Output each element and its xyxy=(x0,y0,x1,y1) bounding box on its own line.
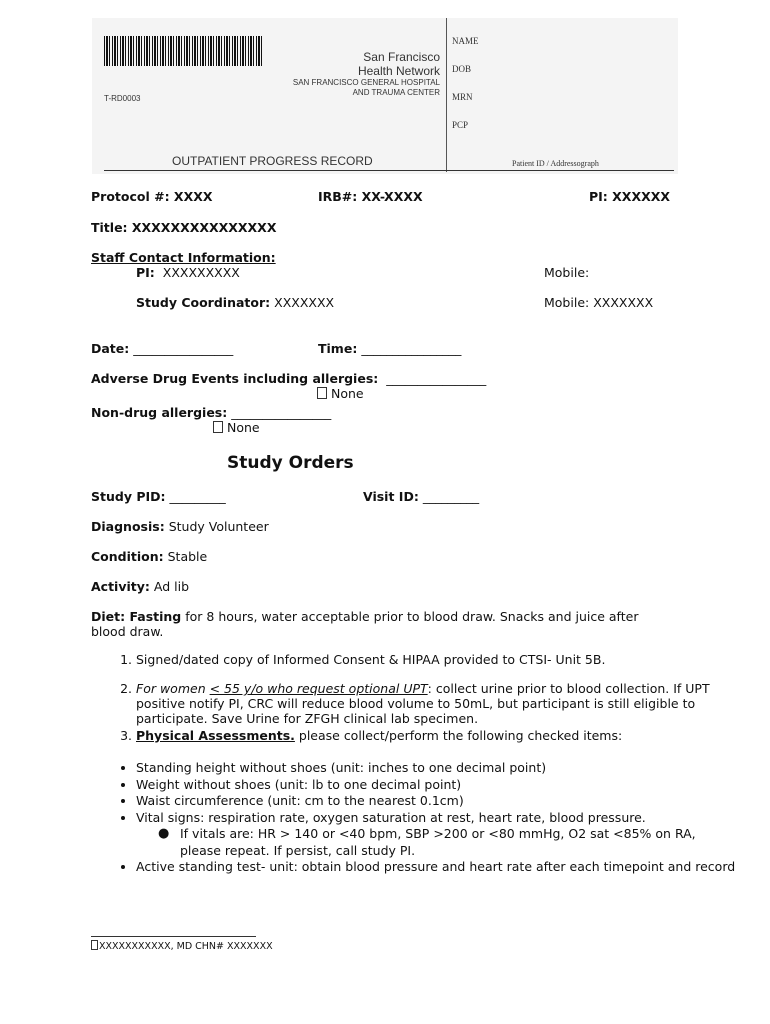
condition-value: Stable xyxy=(167,549,208,564)
patient-id-label: Patient ID / Addressograph xyxy=(512,159,599,168)
activity-row xyxy=(91,579,189,594)
date-row xyxy=(91,341,233,356)
order-item-consent xyxy=(136,652,736,667)
staff-pi-mobile: Mobile: xyxy=(544,265,590,280)
ade-none-option[interactable] xyxy=(317,386,364,401)
nda-none-label: None xyxy=(227,420,260,435)
signature-line xyxy=(91,940,273,952)
ade-row xyxy=(91,371,486,386)
visit-id-row xyxy=(363,489,479,504)
time-blank[interactable]: ________________ xyxy=(361,341,462,356)
nda-blank[interactable]: ________________ xyxy=(231,405,332,420)
physical-rest: please collect/perform the following checked items: xyxy=(294,728,623,743)
hospital-line2: AND TRAUMA CENTER xyxy=(352,88,440,97)
signature-text: XXXXXXXXXXX, MD CHN# XXXXXXX xyxy=(99,941,273,952)
mrn-field: MRN xyxy=(452,92,473,102)
record-title: OUTPATIENT PROGRESS RECORD xyxy=(172,154,373,168)
condition-row xyxy=(91,549,207,564)
diet-row xyxy=(91,609,661,639)
check-standing-test[interactable] xyxy=(136,859,736,876)
nda-none-option[interactable] xyxy=(213,420,260,435)
header-rule xyxy=(104,170,674,171)
network-line2: Health Network xyxy=(357,64,440,78)
irb-number: IRB#: XX-XXXX xyxy=(318,189,423,204)
order-item-consent-text: Signed/dated copy of Informed Consent & HIPAA provided to CTSI- Unit 5B. xyxy=(136,652,606,667)
barcode xyxy=(104,36,262,66)
diagnosis-row xyxy=(91,519,269,534)
record-header xyxy=(92,18,678,174)
diagnosis-value: Study Volunteer xyxy=(168,519,269,534)
visit-id-label: Visit ID: xyxy=(363,489,419,504)
order-item-physical xyxy=(136,728,736,743)
diagnosis-label: Diagnosis: xyxy=(91,519,165,534)
orders-list xyxy=(92,652,736,757)
study-title: Title: XXXXXXXXXXXXXXX xyxy=(91,220,277,235)
pcp-field: PCP xyxy=(452,120,469,130)
date-label: Date: xyxy=(91,341,130,356)
network-line1: San Francisco xyxy=(363,50,440,64)
staff-coord-mobile: Mobile: XXXXXXX xyxy=(544,295,654,310)
visit-id-blank[interactable]: _________ xyxy=(422,489,480,504)
upt-italic-a: For women xyxy=(136,681,210,696)
order-item-upt xyxy=(136,681,736,726)
staff-pi-row xyxy=(136,265,240,280)
orders-heading: Study Orders xyxy=(227,453,354,473)
protocol-number: Protocol #: XXXX xyxy=(91,189,213,204)
pid-row xyxy=(91,489,226,504)
nda-row xyxy=(91,405,331,420)
staff-heading: Staff Contact Information: xyxy=(91,250,276,265)
staff-coord-label: Study Coordinator: xyxy=(136,295,271,310)
pi-name: PI: XXXXXX xyxy=(589,189,670,204)
dob-field: DOB xyxy=(452,64,472,74)
check-vitals-text: Vital signs: respiration rate, oxygen saturation at rest, heart rate, blood pressure. xyxy=(136,809,646,825)
check-waist-text: Waist circumference (unit: cm to the nearest 0.1cm) xyxy=(136,793,464,808)
staff-pi-value: XXXXXXXXX xyxy=(162,265,240,280)
header-divider xyxy=(446,18,447,172)
time-label: Time: xyxy=(318,341,358,356)
check-height-text: Standing height without shoes (unit: inches to one decimal point) xyxy=(136,760,547,775)
ade-blank[interactable]: ________________ xyxy=(386,371,487,386)
staff-coord-row xyxy=(136,295,334,310)
assessment-checklist xyxy=(92,760,736,876)
condition-label: Condition: xyxy=(91,549,164,564)
vitals-sublist xyxy=(136,826,736,859)
diet-value: for 8 hours, water acceptable prior to blood draw. Snacks and juice after blood draw. xyxy=(91,609,639,639)
pid-label: Study PID: xyxy=(91,489,166,504)
check-waist[interactable] xyxy=(136,793,736,810)
check-weight-text: Weight without shoes (unit: lb to one decimal point) xyxy=(136,776,462,792)
check-vitals[interactable] xyxy=(136,810,736,860)
pid-blank[interactable]: _________ xyxy=(169,489,226,504)
date-blank[interactable]: ________________ xyxy=(133,341,234,356)
checkbox-icon[interactable] xyxy=(213,421,223,433)
form-id: T-RD0003 xyxy=(104,94,141,103)
time-row xyxy=(318,341,461,356)
footnote-rule xyxy=(91,936,256,937)
nda-label: Non-drug allergies: xyxy=(91,405,228,420)
ade-label: Adverse Drug Events including allergies: xyxy=(91,371,379,386)
staff-coord-value: XXXXXXX xyxy=(274,295,335,310)
check-height[interactable] xyxy=(136,760,736,777)
hospital-line1: SAN FRANCISCO GENERAL HOSPITAL xyxy=(292,78,440,87)
upt-italic-b: < 55 y/o who request optional UPT xyxy=(209,681,428,696)
upt-rest: : collect urine prior to blood collection. If UPT positive notify PI, CRC will reduce blood volume to 50mL, but participant is still eligible to participate. Save Urine for ZFGH clinical lab specimen. xyxy=(136,681,710,726)
activity-label: Activity: xyxy=(91,579,150,594)
name-field: NAME xyxy=(452,36,479,46)
signature-box-icon xyxy=(91,940,98,950)
physical-label: Physical Assessments. xyxy=(136,728,295,743)
ade-none-label: None xyxy=(331,386,364,401)
checkbox-icon[interactable] xyxy=(317,387,327,399)
check-standing-text: Active standing test- unit: obtain blood pressure and heart rate after each timepoint and record xyxy=(136,859,736,874)
staff-pi-label: PI: xyxy=(136,265,155,280)
vitals-repeat-note xyxy=(180,826,736,859)
check-weight[interactable] xyxy=(136,777,736,794)
diet-label: Diet: Fasting xyxy=(91,609,182,624)
activity-value: Ad lib xyxy=(153,579,190,594)
vitals-repeat-text: If vitals are: HR > 140 or <40 bpm, SBP >200 or <80 mmHg, O2 sat <85% on RA, please repeat. If persist, call study PI. xyxy=(180,826,696,858)
